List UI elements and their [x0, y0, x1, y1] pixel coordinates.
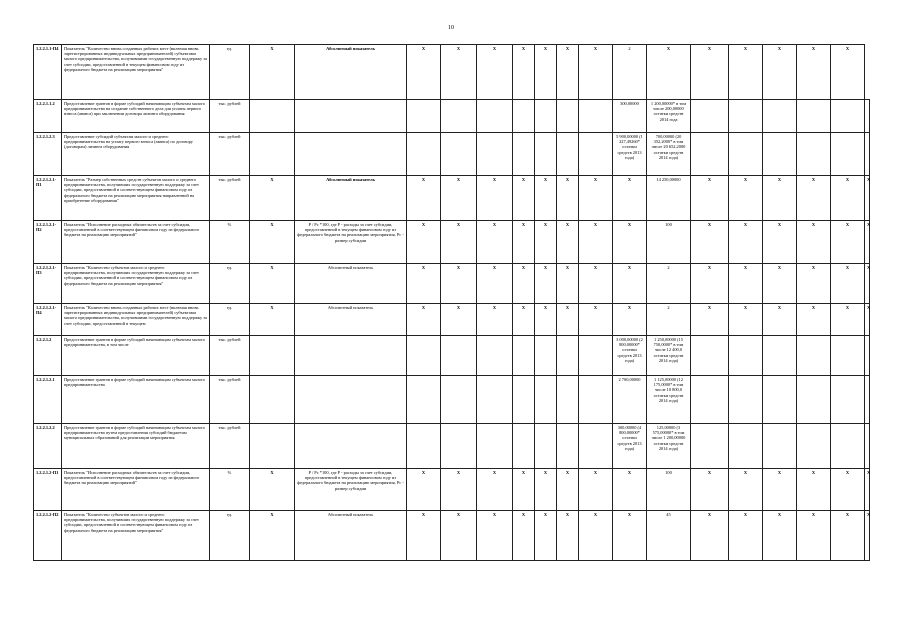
table-cell [441, 133, 477, 176]
table-cell: X [557, 264, 579, 304]
table-cell: 1 125,00000 (12 175,0000* в том числе 10 800,0 остатки средств 2014 года) [647, 376, 691, 424]
table-cell: X [797, 264, 831, 304]
table-cell [295, 424, 407, 469]
table-row [34, 133, 870, 176]
table-cell: X [613, 221, 647, 264]
table-cell: X [441, 304, 477, 336]
table-cell [729, 376, 763, 424]
table-cell: X [441, 176, 477, 221]
page-number: 10 [448, 25, 454, 31]
table-cell: X [407, 176, 441, 221]
table-cell [535, 100, 557, 133]
table-cell [865, 376, 870, 424]
table-cell: X [250, 511, 295, 561]
table-cell: Абсолютный показатель [295, 176, 407, 221]
table-cell: X [579, 511, 613, 561]
table-cell: X [513, 45, 535, 100]
table-cell: X [407, 511, 441, 561]
table-cell: 700,00000 (20 352,2000* в том числе 20 652,2000 остатки средств 2014 года) [647, 133, 691, 176]
table-cell [865, 424, 870, 469]
table-cell [557, 133, 579, 176]
row-description: Показатель "Исполнение расходных обязательств за счет субсидии, предоставленной в соответствующем финансовом году из федерального бюджета на реализацию мероприятий" [62, 221, 210, 264]
table-cell [831, 336, 865, 376]
table-cell: X [441, 45, 477, 100]
table-cell [535, 336, 557, 376]
table-cell: X [797, 176, 831, 221]
table-cell: X [691, 511, 729, 561]
table-cell [729, 336, 763, 376]
table-cell [441, 100, 477, 133]
table-cell: X [763, 176, 797, 221]
table-cell [513, 424, 535, 469]
table-cell [831, 376, 865, 424]
table-cell [763, 133, 797, 176]
table-cell [557, 424, 579, 469]
table-cell: тыс. рублей [210, 424, 250, 469]
row-code: 1.2.2.1.2.2 [34, 424, 62, 469]
program-table [33, 44, 870, 561]
table-cell: X [831, 511, 865, 561]
table-cell: X [831, 304, 865, 336]
table-cell: X [441, 469, 477, 511]
table-cell: X [691, 469, 729, 511]
table-cell [441, 336, 477, 376]
table-cell: ед. [210, 304, 250, 336]
table-cell [250, 376, 295, 424]
table-cell [763, 376, 797, 424]
table-cell: тыс. рублей [210, 133, 250, 176]
table-cell: X [797, 511, 831, 561]
table-cell [477, 133, 513, 176]
table-cell: X [613, 469, 647, 511]
table-cell [579, 424, 613, 469]
table-cell: 14 250,00000 [647, 176, 691, 221]
table-cell [513, 336, 535, 376]
table-cell: X [477, 511, 513, 561]
table-cell: X [729, 304, 763, 336]
table-cell: X [691, 264, 729, 304]
table-cell: P / Pc *100, где P - расходы за счет субсидии, предоставленной в текущем финансовом году из федерального бюджета на реализацию мероприятия, Pc - размер субсидии [295, 469, 407, 511]
row-code: 1.2.2.1.1-П4 [34, 45, 62, 100]
table-cell: ед. [210, 264, 250, 304]
table-cell [729, 100, 763, 133]
table-cell: 3 000,00000 (2 800,00000* остатки средств 2013 года) [613, 336, 647, 376]
table-cell: тыс. рублей [210, 100, 250, 133]
row-description: Показатель "Количество субъектов малого и среднего предпринимательства, получивших государственную поддержку за счет субсидии, предоставленной в соответствующем финансовом году из федерального бюджета на реализацию мероприятия" [62, 264, 210, 304]
table-cell [865, 100, 870, 133]
table-cell: ед. [210, 511, 250, 561]
row-description: Предоставление грантов в форме субсидий начинающим субъектам малого предпринимательства путем предоставления субсидий бюджетам муниципальных образований для реализации мероприятия [62, 424, 210, 469]
table-cell: X [407, 221, 441, 264]
table-cell: 100 [647, 221, 691, 264]
table-cell: X [557, 221, 579, 264]
table-cell: X [477, 304, 513, 336]
table-cell: тыс. рублей [210, 376, 250, 424]
table-cell: X [557, 469, 579, 511]
table-cell: X [763, 45, 797, 100]
table-cell: 1 200,00000* в том числе 200,00000 остатки средств 2014 года [647, 100, 691, 133]
table-cell: X [535, 304, 557, 336]
table-cell: X [477, 45, 513, 100]
table-cell: X [579, 45, 613, 100]
table-cell: X [763, 469, 797, 511]
table-cell: X [407, 264, 441, 304]
table-cell [535, 133, 557, 176]
table-cell: X [535, 469, 557, 511]
table-cell: X [729, 511, 763, 561]
row-description: Показатель "Исполнение расходных обязательств за счет субсидии, предоставленной в соответствующем финансовом году из федерального бюджета на реализацию мероприятий" [62, 469, 210, 511]
row-code: 1.2.2.1.2.1-П2 [34, 221, 62, 264]
table-cell: X [557, 176, 579, 221]
table-cell: 100 [647, 469, 691, 511]
row-code: 1.2.2.1.2.1-П1 [34, 176, 62, 221]
table-row [34, 264, 870, 304]
table-cell: X [535, 176, 557, 221]
table-cell: X [729, 176, 763, 221]
table-cell [797, 100, 831, 133]
table-cell: X [557, 304, 579, 336]
table-cell: X [407, 469, 441, 511]
table-cell [729, 424, 763, 469]
table-cell: X [441, 264, 477, 304]
table-cell: X [535, 264, 557, 304]
table-cell [557, 336, 579, 376]
table-cell [557, 100, 579, 133]
table-cell: X [250, 264, 295, 304]
table-cell [797, 376, 831, 424]
row-code: 1.2.2.1.2.1-П4 [34, 304, 62, 336]
table-cell: X [250, 45, 295, 100]
table-row [34, 45, 870, 100]
table-cell [763, 100, 797, 133]
table-cell: X [250, 221, 295, 264]
table-cell: X [763, 304, 797, 336]
table-cell [250, 100, 295, 133]
row-description: Предоставление субсидий субъектам малого и среднего предпринимательства на уплату первого взноса (аванса) по договору (договорам) лизинга оборудования [62, 133, 210, 176]
table-cell [763, 336, 797, 376]
table-cell: X [763, 221, 797, 264]
table-cell [579, 133, 613, 176]
table-cell: X [477, 264, 513, 304]
table-cell: X [579, 264, 613, 304]
row-code: 1.2.2.1.2.1-П3 [34, 264, 62, 304]
table-cell: Абсолютный показатель [295, 511, 407, 561]
table-cell: 2 [647, 264, 691, 304]
table-cell [250, 336, 295, 376]
table-cell [729, 133, 763, 176]
table-cell [477, 424, 513, 469]
table-cell [579, 336, 613, 376]
table-cell [513, 100, 535, 133]
table-cell: X [613, 511, 647, 561]
row-description: Показатель "Количество субъектов малого и среднего предпринимательства, получивших государственную поддержку за счет субсидии, предоставленной в соответствующем финансовом году из федерального бюджета на реализацию мероприятия" [62, 511, 210, 561]
table-row [34, 376, 870, 424]
row-code: 1.2.2.1.1.2 [34, 100, 62, 133]
row-description: Показатель "Размер собственных средств субъектов малого и среднего предпринимательства, получивших государственную поддержку за счет субсидии, предоставленной в соответствующем финансовом году из федерального бюджета на реализацию мероприятия направленной на приобретение оборудования" [62, 176, 210, 221]
table-cell: X [831, 221, 865, 264]
table-cell [407, 336, 441, 376]
table-cell: тыс. рублей [210, 176, 250, 221]
row-code: 1.2.2.1.2-П2 [34, 511, 62, 561]
table-cell: % [210, 469, 250, 511]
table-cell: X [691, 45, 729, 100]
table-cell: X [763, 264, 797, 304]
table-cell [865, 133, 870, 176]
table-cell [250, 424, 295, 469]
table-cell: X [477, 176, 513, 221]
table-row [34, 176, 870, 221]
table-cell [513, 376, 535, 424]
table-cell: X [797, 45, 831, 100]
table-cell: X [250, 176, 295, 221]
table-row [34, 336, 870, 376]
table-cell [691, 424, 729, 469]
table-cell: X [831, 176, 865, 221]
table-cell [831, 424, 865, 469]
table-cell: X [865, 221, 870, 264]
table-cell: X [613, 264, 647, 304]
table-cell: 45 [647, 511, 691, 561]
table-cell: X [535, 511, 557, 561]
table-row [34, 424, 870, 469]
table-cell [477, 336, 513, 376]
row-code: 1.2.2.1.2.1 [34, 376, 62, 424]
table-cell: 300,00000 [613, 100, 647, 133]
row-code: 1.2.2.1.2-П1 [34, 469, 62, 511]
table-cell: 2 [647, 304, 691, 336]
table-cell: X [797, 469, 831, 511]
table-cell: X [513, 176, 535, 221]
table-cell [557, 376, 579, 424]
table-cell [250, 133, 295, 176]
table-cell: X [865, 469, 870, 511]
table-row [34, 100, 870, 133]
table-cell: X [513, 221, 535, 264]
table-cell: X [797, 221, 831, 264]
table-cell [295, 336, 407, 376]
table-cell: Абсолютный показатель [295, 264, 407, 304]
table-cell [691, 336, 729, 376]
table-cell: X [729, 469, 763, 511]
table-cell [295, 133, 407, 176]
table-cell [691, 100, 729, 133]
table-cell: X [513, 304, 535, 336]
table-cell [535, 376, 557, 424]
table-cell [797, 424, 831, 469]
row-description: Предоставление грантов в форме субсидий начинающим субъектам малого предпринимательства на создание собственного дела для уплаты первого взноса (аванса) при заключении договора лизинга оборудования [62, 100, 210, 133]
table-cell [407, 376, 441, 424]
table-row [34, 469, 870, 511]
table-cell: X [729, 45, 763, 100]
table-cell: X [579, 176, 613, 221]
table-cell [797, 133, 831, 176]
table-cell: 5 900,00000 (1 227,49260* остатки средств 2013 года) [613, 133, 647, 176]
table-cell: X [613, 304, 647, 336]
table-cell [535, 424, 557, 469]
table-cell: X [579, 469, 613, 511]
table-cell [295, 376, 407, 424]
table-cell: 2 [613, 45, 647, 100]
table-cell [407, 100, 441, 133]
table-cell: X [477, 221, 513, 264]
table-cell: тыс. рублей [210, 336, 250, 376]
table-cell: X [763, 511, 797, 561]
table-cell: X [579, 221, 613, 264]
table-cell: 300,00000 (4 800,00000* остатки средств 2013 года) [613, 424, 647, 469]
table-cell: X [729, 264, 763, 304]
table-cell: X [441, 221, 477, 264]
table-cell: X [407, 304, 441, 336]
table-cell [865, 336, 870, 376]
table-cell [407, 424, 441, 469]
table-cell [477, 376, 513, 424]
table-cell: X [831, 469, 865, 511]
table-cell [763, 424, 797, 469]
table-cell: 125,00000 (3 575,00000* в том числе 1 200,00000 остатки средств 2014 года) [647, 424, 691, 469]
row-code: 1.2.2.1.2 [34, 336, 62, 376]
table-cell: X [865, 511, 870, 561]
table-cell: X [250, 469, 295, 511]
table-cell: X [865, 264, 870, 304]
table-cell: X [579, 304, 613, 336]
row-description: Предоставление грантов в форме субсидий начинающим субъектам малого предпринимательства, в том числе [62, 336, 210, 376]
table-row [34, 511, 870, 561]
table-row [34, 304, 870, 336]
table-cell: X [513, 511, 535, 561]
table-cell [477, 100, 513, 133]
table-cell: X [647, 45, 691, 100]
table-cell: X [865, 176, 870, 221]
table-cell [441, 376, 477, 424]
table-cell: Абсолютный показатель [295, 304, 407, 336]
table-cell: X [477, 469, 513, 511]
table-cell: Абсолютный показатель [295, 45, 407, 100]
table-cell: X [865, 304, 870, 336]
table-cell [407, 133, 441, 176]
table-cell [797, 336, 831, 376]
table-cell [691, 376, 729, 424]
table-cell: X [691, 304, 729, 336]
table-row [34, 221, 870, 264]
table-cell: X [441, 511, 477, 561]
table-cell [579, 376, 613, 424]
table-cell [831, 100, 865, 133]
table-cell [513, 133, 535, 176]
row-code: 1.2.2.1.2.3 [34, 133, 62, 176]
table-cell [579, 100, 613, 133]
table-cell: X [831, 264, 865, 304]
table-cell [441, 424, 477, 469]
row-description: Показатель "Количество вновь созданных рабочих мест (включая вновь зарегистрированных индивидуальных предпринимателей) субъектами малого предпринимательства, получившими государственную поддержку за счет субсидии, предоставленной в текущем [62, 304, 210, 336]
table-cell: X [513, 469, 535, 511]
table-cell: X [557, 511, 579, 561]
table-cell: 1 250,00000 (15 750,0000* в том числе 12 400,0 остатки средств 2014 года) [647, 336, 691, 376]
table-cell: X [513, 264, 535, 304]
table-cell: ед. [210, 45, 250, 100]
table-cell: X [691, 221, 729, 264]
table-cell: X [831, 45, 865, 100]
table-cell: % [210, 221, 250, 264]
table-cell: X [557, 45, 579, 100]
row-description: Предоставление грантов в форме субсидий начинающим субъектам малого предпринимательства [62, 376, 210, 424]
row-description: Показатель "Количество вновь созданных рабочих мест (включая вновь зарегистрированных индивидуальных предпринимателей) субъектами малого предпринимательства, получившими государственную поддержку за счет субсидии, предоставленной в текущем финансовом году из федерального бюджета на реализацию мероприятия" [62, 45, 210, 100]
table-cell: P / Pc *100, где P - расходы за счет субсидии, предоставленной в текущем финансовом году из федерального бюджета на реализацию мероприятия, Pc - размер субсидии [295, 221, 407, 264]
table-cell: X [407, 45, 441, 100]
table-cell: X [797, 304, 831, 336]
table-cell: X [535, 221, 557, 264]
table-cell: 2 700,00000 [613, 376, 647, 424]
table-cell: X [250, 304, 295, 336]
table-cell: X [691, 176, 729, 221]
table-cell: X [729, 221, 763, 264]
table-cell: X [613, 176, 647, 221]
table-cell: X [535, 45, 557, 100]
table-cell [831, 133, 865, 176]
table-cell [295, 100, 407, 133]
table-cell [691, 133, 729, 176]
